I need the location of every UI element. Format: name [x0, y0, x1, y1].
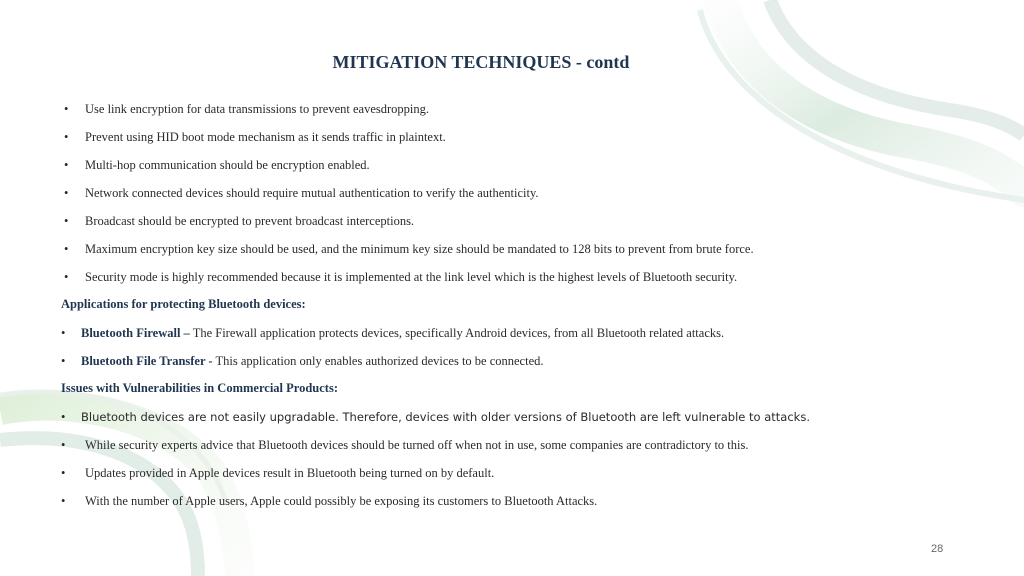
app-name: Bluetooth Firewall – [81, 326, 190, 340]
bullet: • [61, 494, 66, 508]
issues-heading: Issues with Vulnerabilities in Commercial Products: [61, 381, 338, 395]
bullet: • [64, 130, 69, 144]
bullet: • [61, 354, 66, 368]
app-name: Bluetooth File Transfer - [81, 354, 213, 368]
bullet: • [61, 326, 66, 340]
bullet: • [64, 270, 69, 284]
bullet: • [64, 158, 69, 172]
app-description: The Firewall application protects devices, specifically Android devices, from all Bluetooth related attacks. [189, 326, 725, 340]
page-number: 28 [931, 543, 944, 555]
slide-title: MITIGATION TECHNIQUES - contd [332, 52, 630, 72]
bullet: • [64, 214, 69, 228]
bullet: • [64, 242, 69, 256]
apps-heading: Applications for protecting Bluetooth devices: [61, 297, 306, 311]
bullet: • [61, 438, 66, 452]
bullet: • [64, 186, 69, 200]
bullet: • [61, 410, 66, 424]
app-description: This application only enables authorized devices to be connected. [212, 354, 544, 368]
bullet: • [61, 466, 66, 480]
bullet: • [64, 102, 69, 116]
